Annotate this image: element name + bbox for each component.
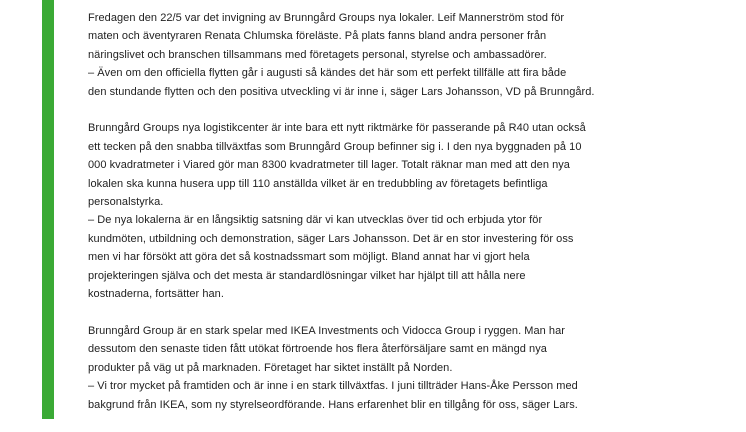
text-line: 000 kvadratmeter i Viared gör man 8300 kvadratmeter till lager. Totalt räknar man med att den nya (88, 159, 570, 172)
text-line: personalstyrka. (88, 196, 164, 209)
text-line: men vi har försökt att göra det så kostnadssmart som möjligt. Bland annat har vi gjort hela (88, 251, 530, 264)
text-line: den stundande flytten och den positiva utveckling vi är inne i, säger Lars Johansson, VD på Brunngård. (88, 85, 595, 98)
text-line: ett tecken på den snabba tillväxtfas som Brunngård Group befinner sig i. I den nya byggnaden på 10 (88, 140, 582, 153)
text-line: Brunngård Groups nya logistikcenter är inte bara ett nytt riktmärke för passerande på R40 utan också (88, 122, 586, 135)
quote-line: – Även om den officiella flytten går i augusti så kändes det här som ett perfekt tillfälle att fira både (88, 67, 567, 80)
paragraph-inauguration (88, 9, 708, 101)
quote-line: – Vi tror mycket på framtiden och är inne i en stark tillväxtfas. I juni tillträder Hans-Åke Persson med (88, 380, 578, 393)
paragraph-growth (88, 322, 708, 414)
text-line: projekteringen själva och det mesta är standardlösningar vilket har hjälpt till att hålla nere (88, 269, 526, 282)
text-line: kundmöten, utbildning och demonstration, säger Lars Johansson. Det är en stor investering för oss (88, 232, 574, 245)
text-line: kostnaderna, fortsätter han. (88, 288, 224, 301)
text-line: dessutom den senaste tiden fått utökat förtroende hos flera återförsäljare samt en mängd nya (88, 343, 547, 356)
text-line: Fredagen den 22/5 var det invigning av Brunngård Groups nya lokaler. Leif Mannerström stod för (88, 12, 565, 24)
quote-line: – De nya lokalerna är en långsiktig satsning där vi kan utvecklas över tid och erbjuda ytor för (88, 214, 543, 227)
text-line: lokalen ska kunna husera upp till 110 anställda vilket är en tredubbling av företagets befintliga (88, 177, 548, 190)
text-line: bakgrund från IKEA, som ny styrelseordförande. Hans erfarenhet blir en tillgång för oss, säger Lars. (88, 398, 578, 411)
text-line: näringslivet och branschen tillsammans med företagets personal, styrelse och ambassadörer. (88, 48, 547, 61)
green-accent-bar (42, 0, 54, 419)
text-line: produkter på väg ut på marknaden. Företaget har siktet inställt på Norden. (88, 361, 453, 374)
article-body (88, 9, 708, 432)
paragraph-logistics-center (88, 119, 708, 303)
text-line: Brunngård Group är en stark spelar med IKEA Investments och Vidocca Group i ryggen. Man har (88, 324, 565, 337)
text-line: maten och äventyraren Renata Chlumska föreläste. På plats fanns bland andra personer från (88, 30, 547, 43)
